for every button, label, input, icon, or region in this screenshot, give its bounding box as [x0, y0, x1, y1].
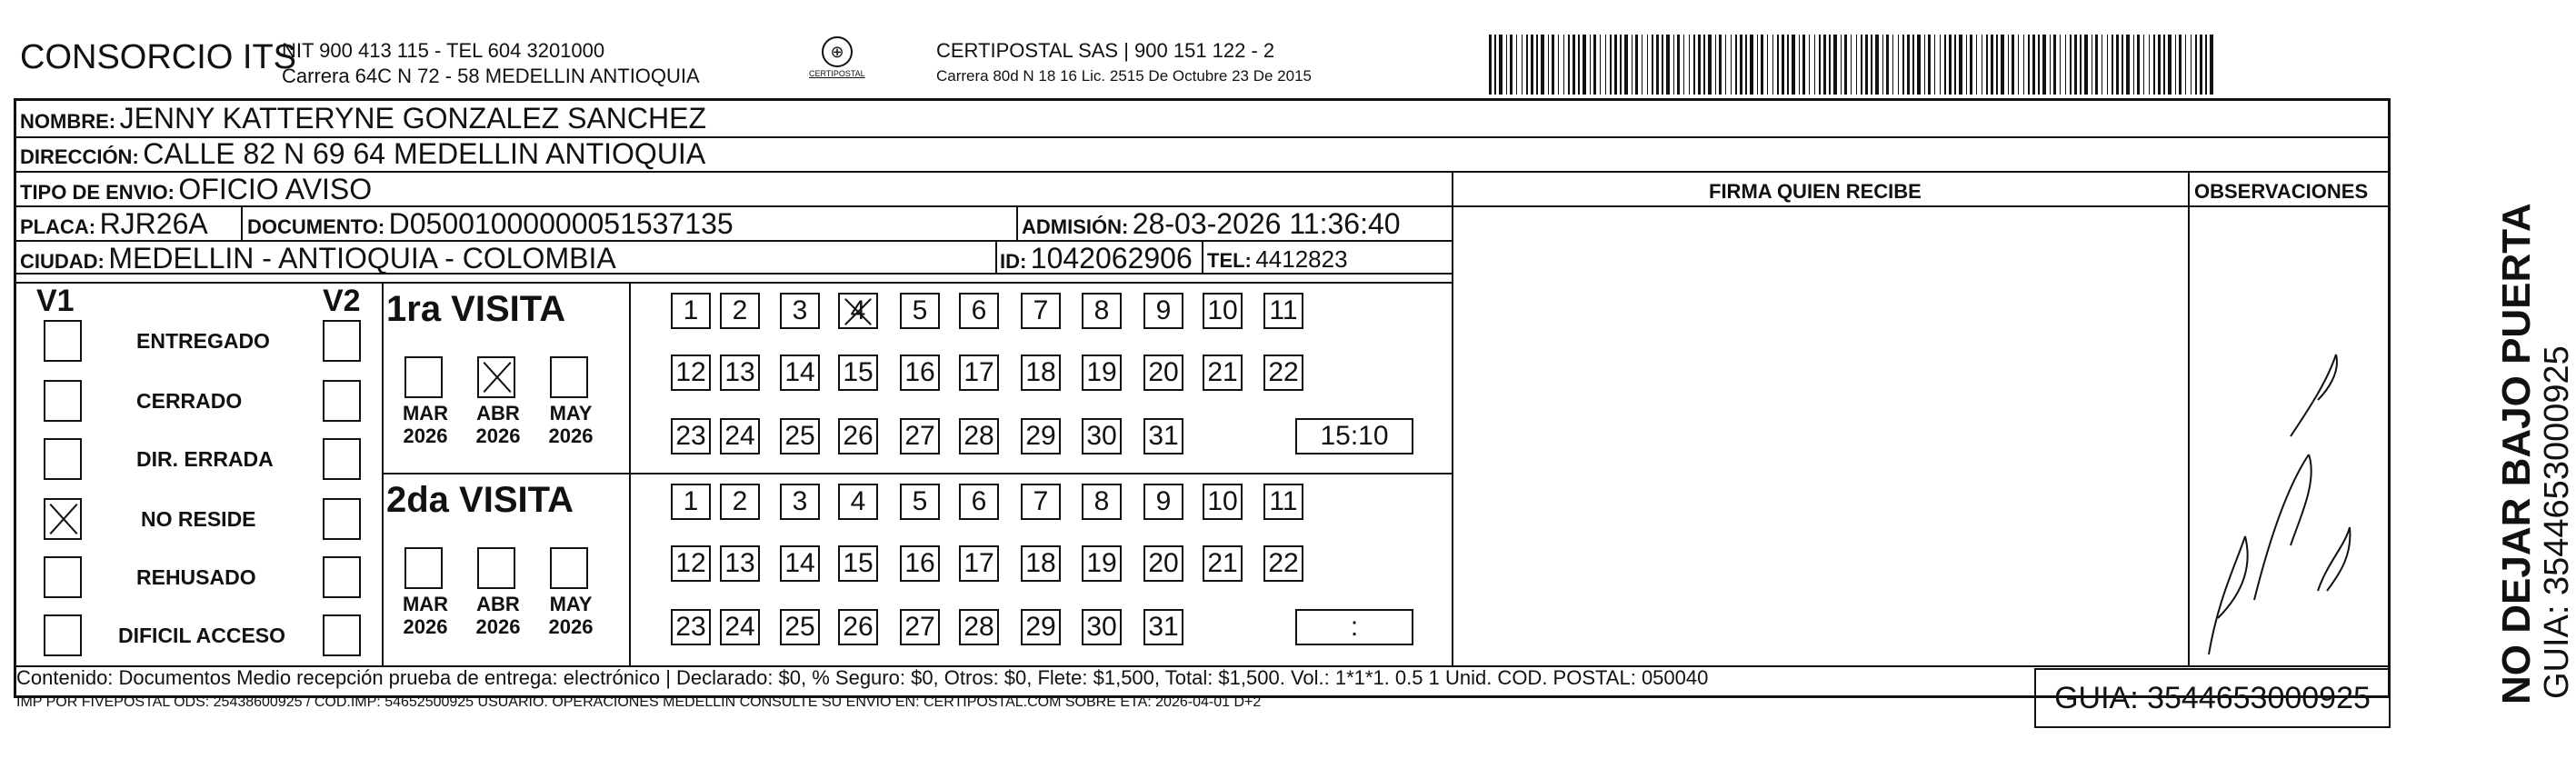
footer-imp: IMP POR FIVEPOSTAL ODS: 25438600925 / COD.IMP: 54652500925 USUARIO. OPERACIONES MEDELLIN CONSULTE SU ENVIO EN: CERTIPOSTAL.COM SOBRE ETA: 2026-04-01 D+2	[16, 694, 1262, 710]
day-box[interactable]: 28	[959, 609, 999, 645]
footer-content: Contenido: Documentos Medio recepción prueba de entrega: electrónico | Declarado: $0, % Seguro: $0, Otros: $0, Flete: $1,500, Total: $1,500. Vol.: 1*1*1. 0.5 1 Unid. COD. POSTAL: 050040	[16, 666, 1709, 689]
documento-value: D05001000000051537135	[388, 207, 734, 240]
day-box[interactable]: 18	[1021, 545, 1061, 582]
month-label	[470, 593, 526, 638]
side-guia: GUIA: 3544653000925	[2538, 345, 2576, 699]
day-box[interactable]: 17	[959, 545, 999, 582]
day-box[interactable]: 9	[1143, 293, 1183, 329]
day-box[interactable]: 2	[720, 293, 760, 329]
day-box[interactable]: 28	[959, 418, 999, 454]
company-name: CONSORCIO ITS	[20, 38, 297, 76]
day-box[interactable]: 6	[959, 484, 999, 520]
observation-text	[2191, 300, 2192, 301]
month-name: ABR	[476, 593, 520, 615]
day-box[interactable]: 7	[1021, 484, 1061, 520]
day-box[interactable]: 4	[838, 293, 878, 329]
month-checkbox[interactable]	[404, 356, 443, 398]
day-box[interactable]: 1	[671, 484, 711, 520]
logo-icon: ⊕	[822, 36, 853, 67]
v2-checkbox[interactable]	[323, 614, 361, 656]
day-box[interactable]: 3	[780, 484, 820, 520]
month-year: 2026	[475, 424, 521, 447]
month-name: MAY	[549, 593, 593, 615]
day-box[interactable]: 14	[780, 355, 820, 391]
month-label	[470, 402, 526, 447]
side-warning: NO DEJAR BAJO PUERTA	[2494, 203, 2539, 704]
nit-line: NIT 900 413 115 - TEL 604 3201000	[282, 39, 605, 62]
visit-time[interactable]: 15:10	[1295, 418, 1413, 454]
day-box[interactable]: 21	[1203, 355, 1243, 391]
day-box[interactable]: 20	[1143, 355, 1183, 391]
day-box[interactable]: 29	[1021, 609, 1061, 645]
documento-field	[247, 207, 734, 241]
day-box[interactable]: 27	[900, 418, 940, 454]
day-box[interactable]: 19	[1082, 545, 1122, 582]
day-box[interactable]: 26	[838, 418, 878, 454]
guia-box: GUIA: 3544653000925	[2034, 668, 2391, 728]
day-box[interactable]: 30	[1082, 609, 1122, 645]
logo-text: CERTIPOSTAL	[809, 69, 865, 78]
day-box[interactable]: 3	[780, 293, 820, 329]
nombre-label: NOMBRE:	[20, 110, 116, 133]
day-box[interactable]: 27	[900, 609, 940, 645]
day-box[interactable]: 31	[1143, 609, 1183, 645]
month-checkbox[interactable]	[477, 356, 515, 398]
month-label	[397, 402, 454, 447]
day-box[interactable]: 12	[671, 355, 711, 391]
month-label	[543, 593, 599, 638]
day-box[interactable]: 26	[838, 609, 878, 645]
company-address: Carrera 64C N 72 - 58 MEDELLIN ANTIOQUIA	[282, 65, 700, 87]
day-box[interactable]: 2	[720, 484, 760, 520]
day-box[interactable]: 10	[1203, 484, 1243, 520]
day-box[interactable]: 13	[720, 355, 760, 391]
certipostal-info	[936, 38, 1312, 89]
day-box[interactable]: 20	[1143, 545, 1183, 582]
day-box[interactable]: 16	[900, 545, 940, 582]
direccion-row	[20, 137, 705, 171]
day-box[interactable]: 8	[1082, 484, 1122, 520]
company-info	[282, 38, 700, 89]
tel-label: TEL:	[1207, 249, 1252, 272]
day-box[interactable]: 8	[1082, 293, 1122, 329]
month-year: 2026	[548, 424, 594, 447]
tel-value: 4412823	[1255, 245, 1348, 273]
day-box[interactable]: 21	[1203, 545, 1243, 582]
ciudad-field	[20, 242, 616, 275]
tipo-label: TIPO DE ENVIO:	[20, 181, 175, 204]
day-box[interactable]: 22	[1263, 355, 1303, 391]
month-checkbox[interactable]	[550, 547, 588, 589]
status-label: NO RESIDE	[141, 507, 256, 531]
side-text	[2495, 203, 2575, 704]
day-box[interactable]: 16	[900, 355, 940, 391]
v2-checkbox[interactable]	[323, 498, 361, 540]
v1-checkbox[interactable]	[44, 438, 82, 480]
day-box[interactable]: 7	[1021, 293, 1061, 329]
id-value: 1042062906	[1030, 242, 1193, 275]
day-box[interactable]: 11	[1263, 293, 1303, 329]
v1-checkbox[interactable]	[44, 380, 82, 422]
v1-checkbox[interactable]	[44, 614, 82, 656]
day-box[interactable]: 24	[720, 418, 760, 454]
v2-checkbox[interactable]	[323, 438, 361, 480]
v2-checkbox[interactable]	[323, 556, 361, 598]
v2-header: V2	[323, 284, 361, 318]
ciudad-label: CIUDAD:	[20, 250, 105, 273]
handwritten-observation	[2191, 300, 2386, 659]
ciudad-value: MEDELLIN - ANTIOQUIA - COLOMBIA	[108, 242, 616, 275]
v1-checkbox[interactable]	[44, 320, 82, 362]
status-label: ENTREGADO	[136, 329, 270, 353]
placa-field	[20, 207, 208, 241]
v2-checkbox[interactable]	[323, 320, 361, 362]
day-box[interactable]: 4	[838, 484, 878, 520]
day-box[interactable]: 25	[780, 609, 820, 645]
day-box[interactable]: 13	[720, 545, 760, 582]
day-box[interactable]: 12	[671, 545, 711, 582]
placa-label: PLACA:	[20, 215, 96, 238]
day-box[interactable]: 29	[1021, 418, 1061, 454]
month-name: ABR	[476, 402, 520, 424]
id-field	[1000, 242, 1193, 275]
firma-header: FIRMA QUIEN RECIBE	[1709, 180, 1922, 203]
day-box[interactable]: 9	[1143, 484, 1183, 520]
day-box[interactable]: 23	[671, 609, 711, 645]
v2-checkbox[interactable]	[323, 380, 361, 422]
month-year: 2026	[403, 615, 448, 638]
day-box[interactable]: 1	[671, 293, 711, 329]
status-label: REHUSADO	[136, 565, 256, 589]
visit-title: 1ra VISITA	[386, 289, 566, 329]
admision-label: ADMISIÓN:	[1022, 215, 1129, 238]
month-checkbox[interactable]	[550, 356, 588, 398]
status-label: DIR. ERRADA	[136, 447, 274, 471]
admision-value: 28-03-2026 11:36:40	[1132, 207, 1401, 240]
day-box[interactable]: 19	[1082, 355, 1122, 391]
certipostal-address: Carrera 80d N 18 16 Lic. 2515 De Octubre 23 De 2015	[936, 67, 1312, 85]
tel-field	[1207, 245, 1348, 274]
visit-title: 2da VISITA	[386, 480, 574, 520]
certipostal-line: CERTIPOSTAL SAS | 900 151 122 - 2	[936, 39, 1275, 62]
month-checkbox[interactable]	[404, 547, 443, 589]
day-box[interactable]: 18	[1021, 355, 1061, 391]
month-checkbox[interactable]	[477, 547, 515, 589]
day-box[interactable]: 11	[1263, 484, 1303, 520]
nombre-value: JENNY KATTERYNE GONZALEZ SANCHEZ	[119, 102, 707, 135]
day-box[interactable]: 5	[900, 293, 940, 329]
admision-field	[1022, 207, 1401, 241]
day-box[interactable]: 24	[720, 609, 760, 645]
day-box[interactable]: 6	[959, 293, 999, 329]
visit-time[interactable]: :	[1295, 609, 1413, 645]
placa-value: RJR26A	[99, 207, 208, 240]
status-label: CERRADO	[136, 389, 243, 413]
day-box[interactable]: 30	[1082, 418, 1122, 454]
documento-label: DOCUMENTO:	[247, 215, 385, 238]
day-box[interactable]: 17	[959, 355, 999, 391]
month-label	[543, 402, 599, 447]
day-box[interactable]: 10	[1203, 293, 1243, 329]
day-box[interactable]: 14	[780, 545, 820, 582]
nombre-row	[20, 102, 706, 135]
month-name: MAR	[402, 593, 449, 615]
v1-checkbox[interactable]	[44, 556, 82, 598]
day-box[interactable]: 15	[838, 355, 878, 391]
barcode	[1489, 35, 2216, 95]
day-box[interactable]: 22	[1263, 545, 1303, 582]
observaciones-header: OBSERVACIONES	[2194, 180, 2369, 203]
day-box[interactable]: 23	[671, 418, 711, 454]
month-year: 2026	[403, 424, 448, 447]
tipo-row	[20, 173, 372, 206]
day-box[interactable]: 31	[1143, 418, 1183, 454]
direccion-label: DIRECCIÓN:	[20, 145, 139, 168]
month-year: 2026	[475, 615, 521, 638]
month-label	[397, 593, 454, 638]
day-box[interactable]: 15	[838, 545, 878, 582]
status-label: DIFICIL ACCESO	[118, 624, 286, 647]
month-name: MAY	[549, 402, 593, 424]
month-name: MAR	[402, 402, 449, 424]
id-label: ID:	[1000, 250, 1027, 273]
v1-checkbox[interactable]	[44, 498, 82, 540]
certipostal-logo	[809, 36, 864, 87]
v1-header: V1	[36, 284, 75, 318]
day-box[interactable]: 25	[780, 418, 820, 454]
day-box[interactable]: 5	[900, 484, 940, 520]
direccion-value: CALLE 82 N 69 64 MEDELLIN ANTIOQUIA	[143, 137, 706, 170]
tipo-value: OFICIO AVISO	[178, 173, 373, 205]
month-year: 2026	[548, 615, 594, 638]
